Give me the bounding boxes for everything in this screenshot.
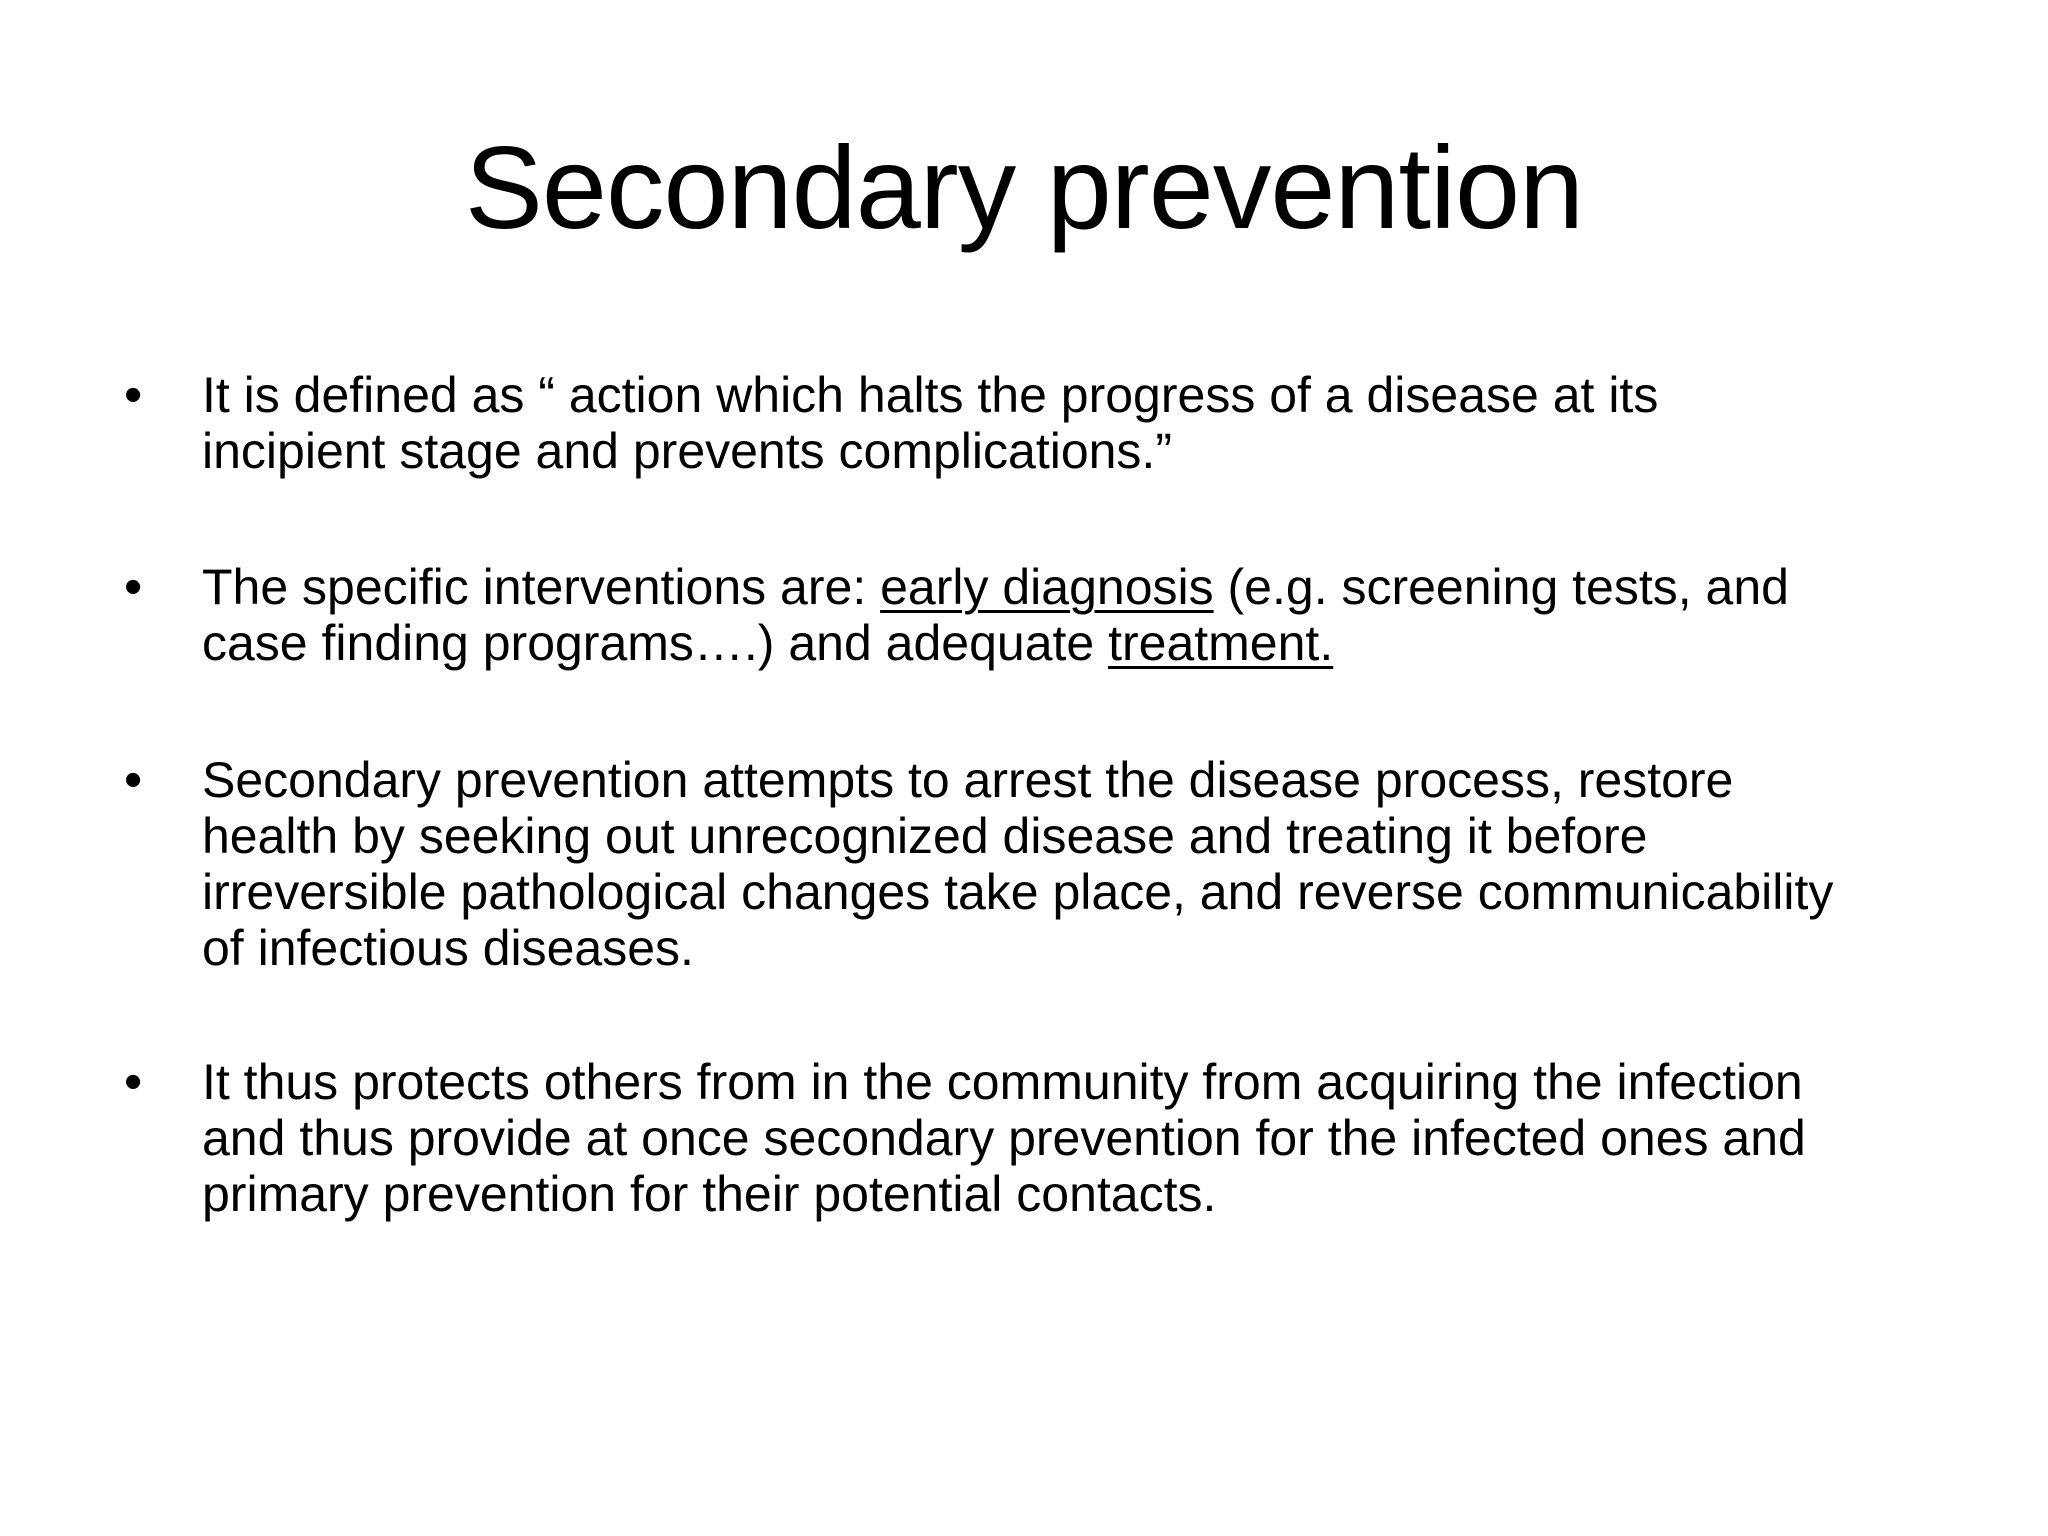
bullet-text (202, 752, 1962, 976)
bullet-icon: • (124, 366, 143, 424)
bullet-text (202, 1054, 1962, 1222)
bullet-icon: • (124, 751, 143, 809)
underlined-term-treatment: treatment. (1108, 615, 1334, 671)
bullet-line: primary prevention for their potential contacts. (202, 1166, 1217, 1222)
bullet-line: It thus protects others from in the community from acquiring the infection (202, 1054, 1803, 1110)
slide-title: Secondary prevention (464, 122, 1584, 253)
bullet-line: of infectious diseases. (202, 920, 694, 976)
bullet-line: irreversible pathological changes take place, and reverse communicability (202, 864, 1834, 920)
bullet-line: incipient stage and prevents complications.” (202, 423, 1172, 479)
bullet-icon: • (124, 558, 143, 616)
bullet-icon: • (124, 1053, 143, 1111)
bullet-text (202, 559, 1962, 671)
bullet-line: and thus provide at once secondary prevention for the infected ones and (202, 1110, 1806, 1166)
bullet-line (202, 559, 1962, 615)
bullet-text (202, 367, 1962, 479)
bullet-line: health by seeking out unrecognized disease and treating it before (202, 808, 1648, 864)
text-run: (e.g. screening tests, and (1213, 559, 1789, 615)
text-run: case finding programs….) and adequate (202, 615, 1109, 671)
bullet-line: Secondary prevention attempts to arrest the disease process, restore (202, 752, 1734, 808)
bullet-line: It is defined as “ action which halts the progress of a disease at its (202, 367, 1659, 423)
bullet-line (202, 615, 1962, 671)
text-run: The specific interventions are: (202, 559, 881, 615)
underlined-term-early-diagnosis: early diagnosis (880, 559, 1214, 615)
